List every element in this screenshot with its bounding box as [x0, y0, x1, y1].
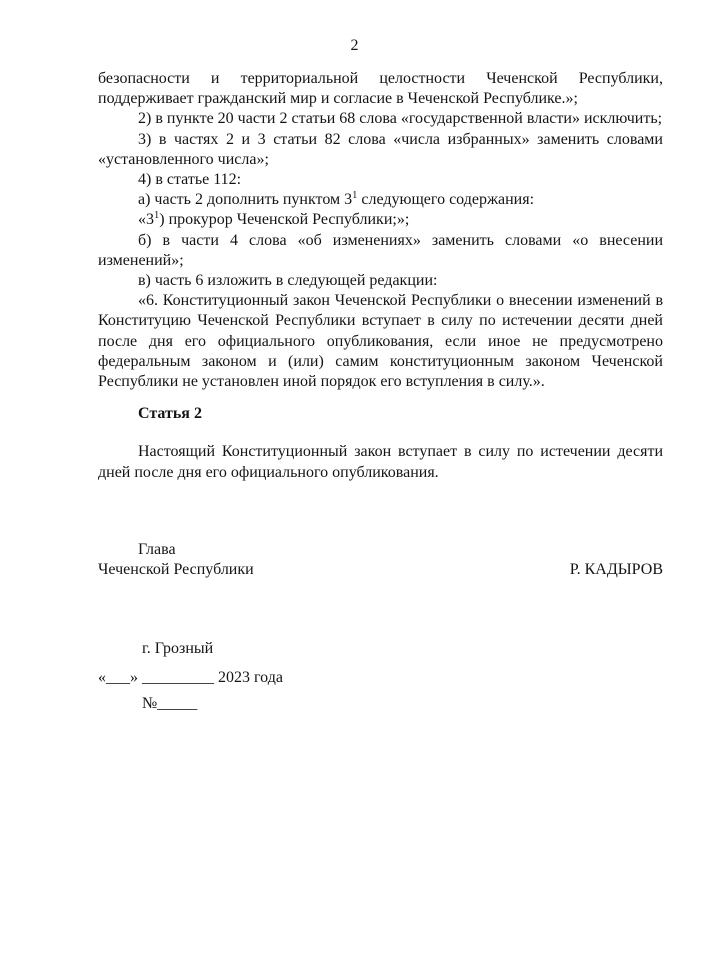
signature-block: [98, 540, 663, 580]
amendment-item-2: 2) в пункте 20 части 2 статьи 68 слова «государственной власти» исключить;: [138, 110, 663, 128]
page-number: 2: [350, 37, 359, 54]
document-page: [0, 37, 709, 714]
amendment-item-4v: в) часть 6 изложить в следующей редакции:: [138, 272, 438, 290]
article-2-heading: Статья 2: [138, 405, 202, 423]
amendment-item-4a: [98, 190, 663, 210]
signer-title-line2: Чеченской Республики: [98, 561, 254, 579]
amendment-item-4b: б) в части 4 слова «об изменениях» заменить словами «о внесении изменений»;: [98, 231, 663, 269]
paragraph-continuation: безопасности и территориальной целостности Чеченской Республики, поддерживает гражданский мир и согласие в Чеченской Республике.»;: [98, 70, 663, 108]
quoted-point-3-1-open: «3: [138, 211, 154, 229]
document-body: [98, 69, 663, 714]
quoted-point-3-1-tail: ) прокурор Чеченской Республики;»;: [159, 211, 410, 229]
superscript-1: 1: [352, 190, 358, 202]
signer-name: Р. КАДЫРОВ: [569, 561, 663, 579]
article-2-text: Настоящий Конституционный закон вступает в силу по истечении десяти дней после дня его официального опубликования.: [98, 443, 663, 481]
amendment-item-4a-text: а) часть 2 дополнить пунктом 3: [138, 191, 353, 209]
footer-block: [98, 639, 663, 714]
date-line: «___» _________ 2023 года: [98, 669, 283, 687]
amendment-item-4a-tail: следующего содержания:: [357, 191, 535, 209]
amendment-item-4: 4) в статье 112:: [138, 171, 242, 189]
number-line: №_____: [142, 694, 198, 712]
place-line: г. Грозный: [142, 640, 214, 658]
quoted-point-3-1: [98, 210, 663, 230]
superscript-1: 1: [154, 210, 160, 222]
amendment-item-3: 3) в частях 2 и 3 статьи 82 слова «числа избранных» заменить словами «установленного числа»;: [98, 130, 663, 168]
signer-title-line1: Глава: [138, 540, 176, 558]
quoted-part-6: «6. Конституционный закон Чеченской Республики о внесении изменений в Конституцию Чеченской Республики вступает в силу по истечении десяти дней после дня его официального опубликования, если иное не предусмотрено федеральным законом и (или) самим конституционным законом Чеченской Республики не установлен иной порядок его вступления в силу.».: [98, 292, 663, 391]
signature-row: [98, 560, 663, 580]
